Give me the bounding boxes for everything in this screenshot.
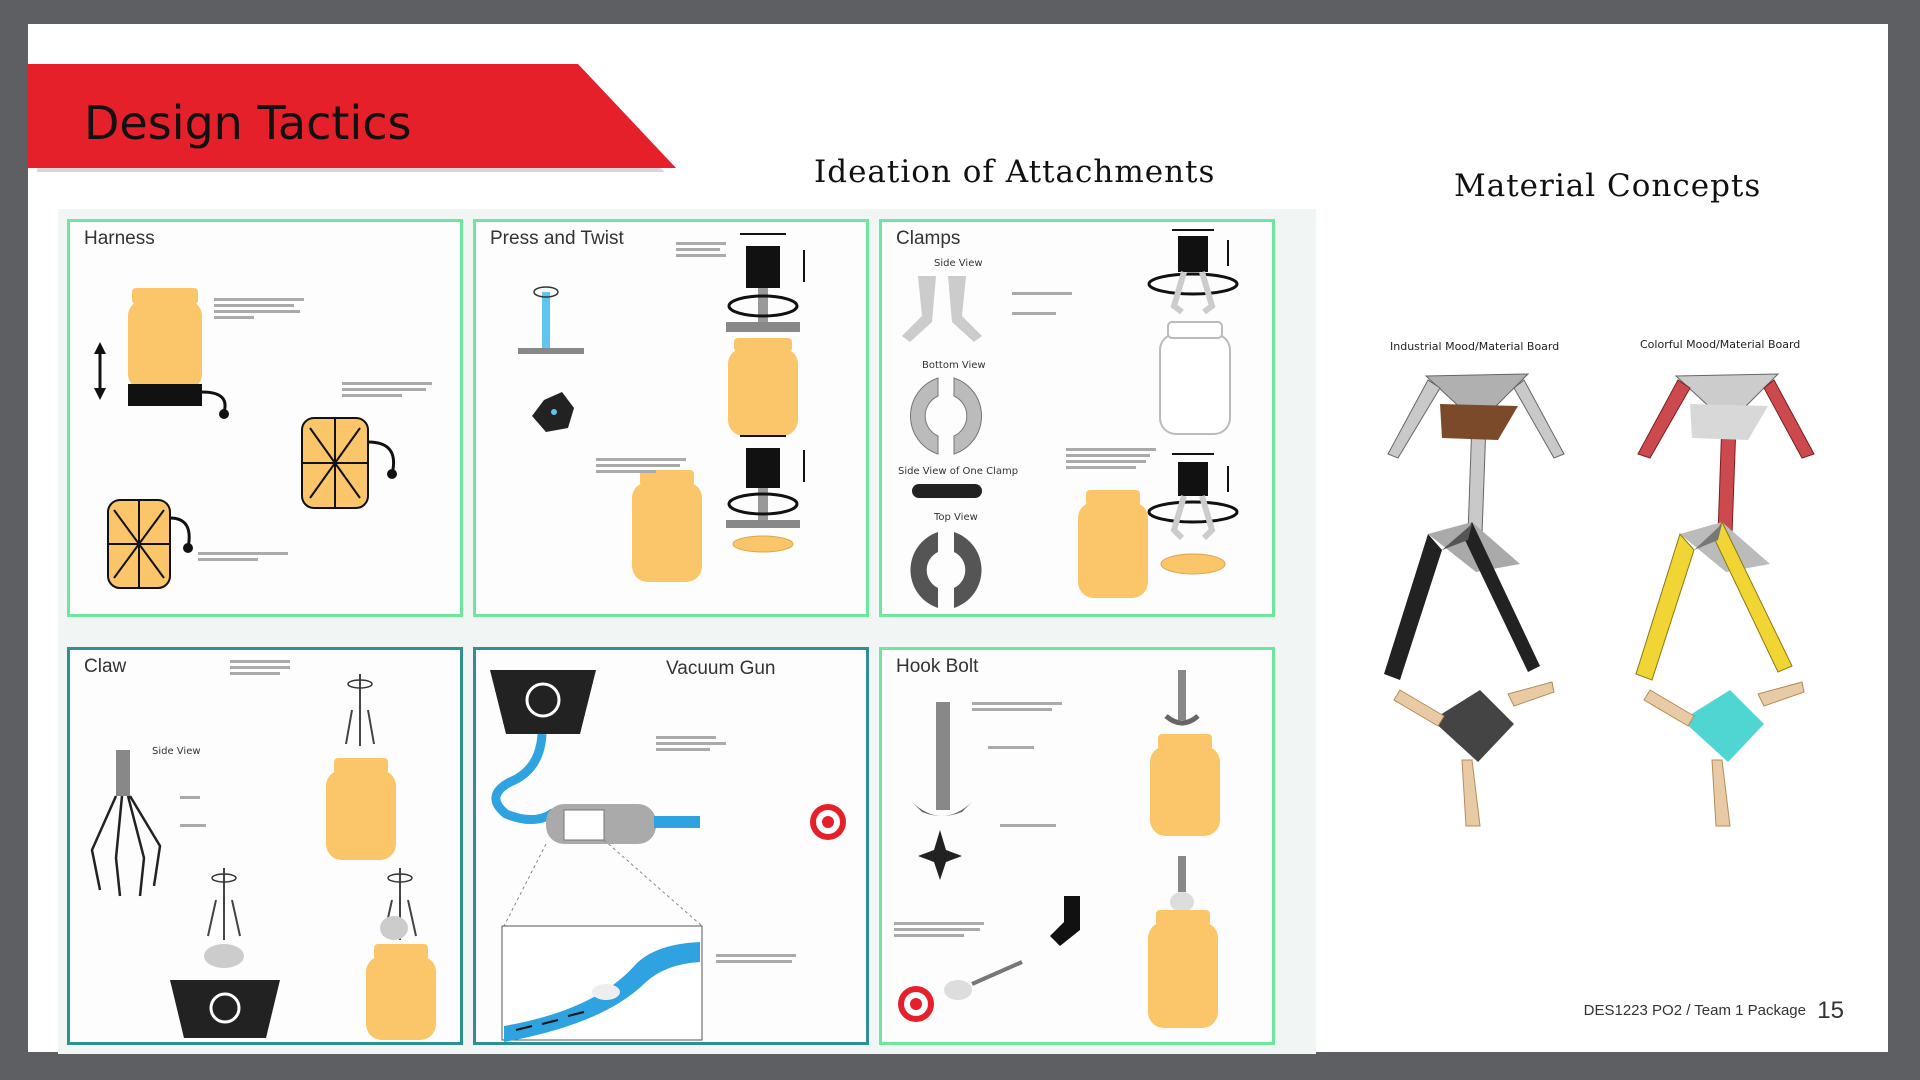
panel-title: Claw bbox=[84, 656, 127, 677]
clamps-one-clamp-label: Side View of One Clamp bbox=[898, 466, 1019, 477]
hook-bolt-illustration bbox=[882, 650, 1275, 1045]
panel-clamps bbox=[879, 219, 1275, 617]
panel-harness bbox=[67, 219, 463, 617]
page-number: 15 bbox=[1817, 997, 1844, 1024]
industrial-stool-dark bbox=[1384, 522, 1540, 680]
industrial-stool-bent bbox=[1394, 682, 1554, 826]
clamps-bottom-view-label: Bottom View bbox=[922, 360, 986, 371]
clamps-side-view-label: Side View bbox=[934, 258, 983, 269]
slide-title: Design Tactics bbox=[84, 96, 412, 150]
materials-heading: Material Concepts bbox=[1454, 168, 1762, 204]
colorful-stool-teal bbox=[1644, 682, 1804, 826]
material-concepts-illustration bbox=[1368, 354, 1868, 834]
colorful-stool-red bbox=[1638, 374, 1814, 534]
industrial-board-label: Industrial Mood/Material Board bbox=[1390, 340, 1560, 353]
panel-claw bbox=[67, 647, 463, 1045]
panel-title: Harness bbox=[84, 228, 155, 249]
panel-vacuum-gun bbox=[473, 647, 869, 1045]
panel-title: Vacuum Gun bbox=[666, 658, 776, 679]
vacuum-gun-illustration bbox=[476, 650, 869, 1045]
slide bbox=[28, 24, 1888, 1052]
colorful-board-label: Colorful Mood/Material Board bbox=[1640, 338, 1801, 351]
claw-illustration bbox=[70, 650, 463, 1045]
panel-hook-bolt bbox=[879, 647, 1275, 1045]
colorful-stool-yellow bbox=[1636, 522, 1792, 680]
footer-text: DES1223 PO2 / Team 1 Package bbox=[1583, 1002, 1806, 1019]
clamps-top-view-label: Top View bbox=[934, 512, 978, 523]
panel-title: Press and Twist bbox=[490, 228, 624, 249]
panel-press-and-twist bbox=[473, 219, 869, 617]
industrial-stool-wood bbox=[1388, 374, 1564, 534]
claw-side-view-label: Side View bbox=[152, 746, 201, 757]
ideation-board bbox=[58, 209, 1316, 1054]
panel-title: Clamps bbox=[896, 228, 961, 249]
panel-title: Hook Bolt bbox=[896, 656, 979, 677]
press-twist-illustration bbox=[476, 222, 869, 617]
harness-illustration bbox=[70, 222, 463, 617]
ideation-heading: Ideation of Attachments bbox=[814, 154, 1216, 190]
clamps-illustration bbox=[882, 222, 1275, 617]
